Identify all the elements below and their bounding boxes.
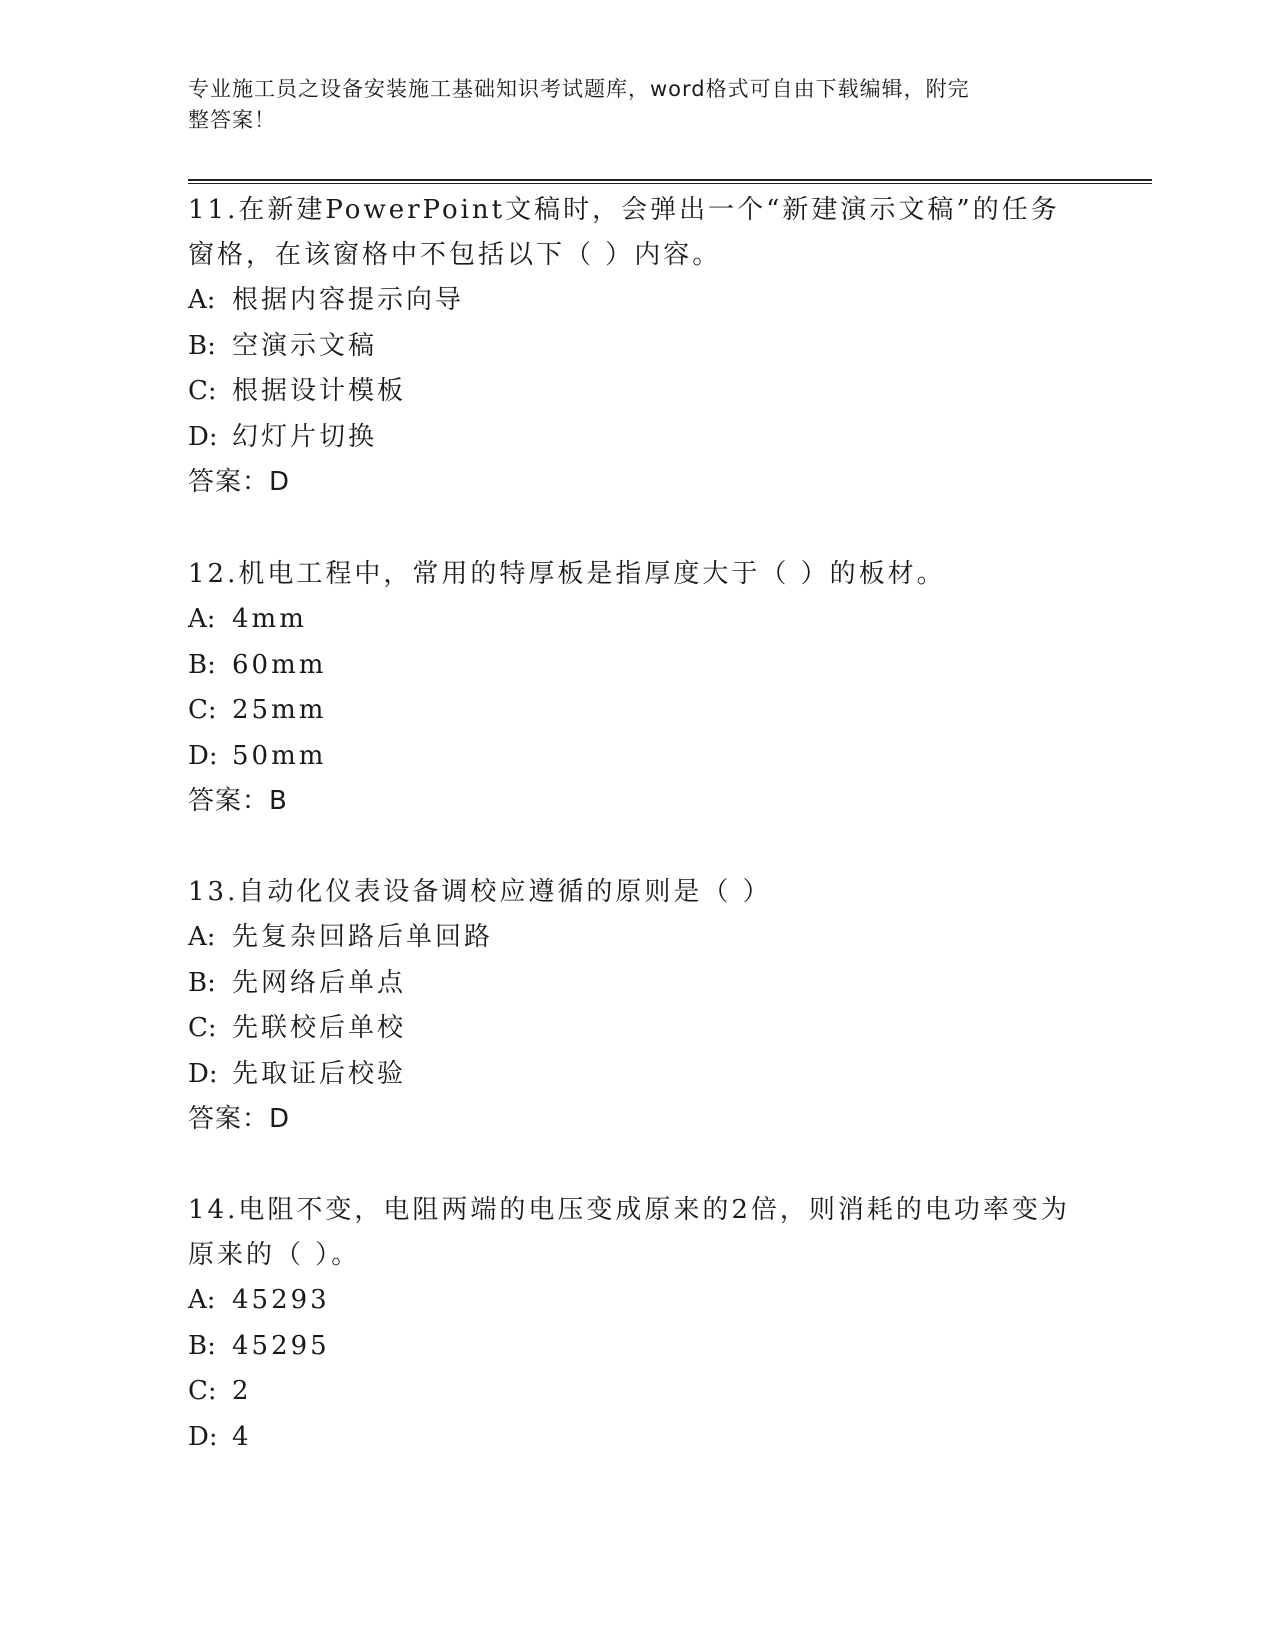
question-stem <box>188 870 1088 915</box>
option-text: 幻灯片切换 <box>232 421 378 452</box>
question-14 <box>188 1188 1088 1460</box>
option-c <box>188 369 1088 415</box>
option-letter: C: <box>188 1013 217 1043</box>
option-b <box>188 643 1088 689</box>
answer-line: 答案：D <box>188 1104 291 1134</box>
header-divider-thick <box>188 179 1152 181</box>
question-stem-line-1: 14.电阻不变，电阻两端的电压变成原来的2倍，则消耗的电功率变为 <box>188 1195 1070 1225</box>
document-header <box>188 74 1068 136</box>
question-stem <box>188 1188 1088 1278</box>
option-text: 45295 <box>232 1330 330 1361</box>
option-a <box>188 915 1088 961</box>
option-text: 50mm <box>232 740 327 771</box>
option-letter: D: <box>188 421 218 452</box>
question-stem-line-2: 原来的（ ）。 <box>188 1240 361 1270</box>
option-letter: C: <box>188 376 217 406</box>
header-divider-thin <box>188 183 1152 184</box>
question-stem <box>188 552 1088 597</box>
question-stem-line-1: 12.机电工程中，常用的特厚板是指厚度大于（ ）的板材。 <box>188 559 946 589</box>
option-text: 先取证后校验 <box>232 1058 407 1089</box>
option-text: 先网络后单点 <box>232 967 407 998</box>
header-line-1: 专业施工员之设备安装施工基础知识考试题库，word格式可自由下载编辑，附完 <box>188 77 970 101</box>
option-letter: B: <box>188 967 216 998</box>
option-text: 先复杂回路后单回路 <box>232 922 494 952</box>
option-letter: C: <box>188 1376 217 1406</box>
option-text: 空演示文稿 <box>232 330 378 361</box>
option-letter: A: <box>188 285 216 315</box>
option-letter: D: <box>188 1421 218 1452</box>
option-letter: B: <box>188 1330 216 1361</box>
option-text: 45293 <box>232 1285 330 1315</box>
option-letter: A: <box>188 922 216 952</box>
option-text: 60mm <box>232 649 327 680</box>
option-text: 先联校后单校 <box>232 1013 407 1043</box>
question-13 <box>188 870 1088 1142</box>
option-a <box>188 1278 1088 1324</box>
option-b <box>188 1324 1088 1370</box>
option-c <box>188 1006 1088 1052</box>
question-12 <box>188 552 1088 824</box>
option-b <box>188 324 1088 370</box>
option-letter: A: <box>188 604 216 634</box>
option-letter: B: <box>188 330 216 361</box>
question-stem-line-2: 窗格，在该窗格中不包括以下（ ）内容。 <box>188 240 722 270</box>
option-text: 4mm <box>232 604 307 634</box>
option-letter: A: <box>188 1285 216 1315</box>
option-d <box>188 1415 1088 1461</box>
option-d <box>188 415 1088 461</box>
option-letter: B: <box>188 649 216 680</box>
question-stem-line-1: 13.自动化仪表设备调校应遵循的原则是（ ） <box>188 877 772 907</box>
option-text: 25mm <box>232 695 327 725</box>
option-b <box>188 961 1088 1007</box>
option-d <box>188 1052 1088 1098</box>
answer-line: 答案：B <box>188 786 288 816</box>
question-stem-line-1: 11.在新建PowerPoint文稿时，会弹出一个“新建演示文稿”的任务 <box>188 195 1060 225</box>
option-d <box>188 734 1088 780</box>
header-line-2: 整答案！ <box>188 108 276 132</box>
question-11 <box>188 188 1088 505</box>
option-a <box>188 597 1088 643</box>
option-c <box>188 688 1088 734</box>
question-stem <box>188 188 1088 278</box>
option-letter: D: <box>188 1058 218 1089</box>
option-letter: D: <box>188 740 218 771</box>
option-letter: C: <box>188 695 217 725</box>
option-text: 根据内容提示向导 <box>232 285 465 315</box>
option-a <box>188 278 1088 324</box>
answer-line: 答案：D <box>188 467 291 497</box>
option-text: 2 <box>232 1376 252 1406</box>
option-c <box>188 1369 1088 1415</box>
option-text: 根据设计模板 <box>232 376 407 406</box>
option-text: 4 <box>232 1421 252 1452</box>
